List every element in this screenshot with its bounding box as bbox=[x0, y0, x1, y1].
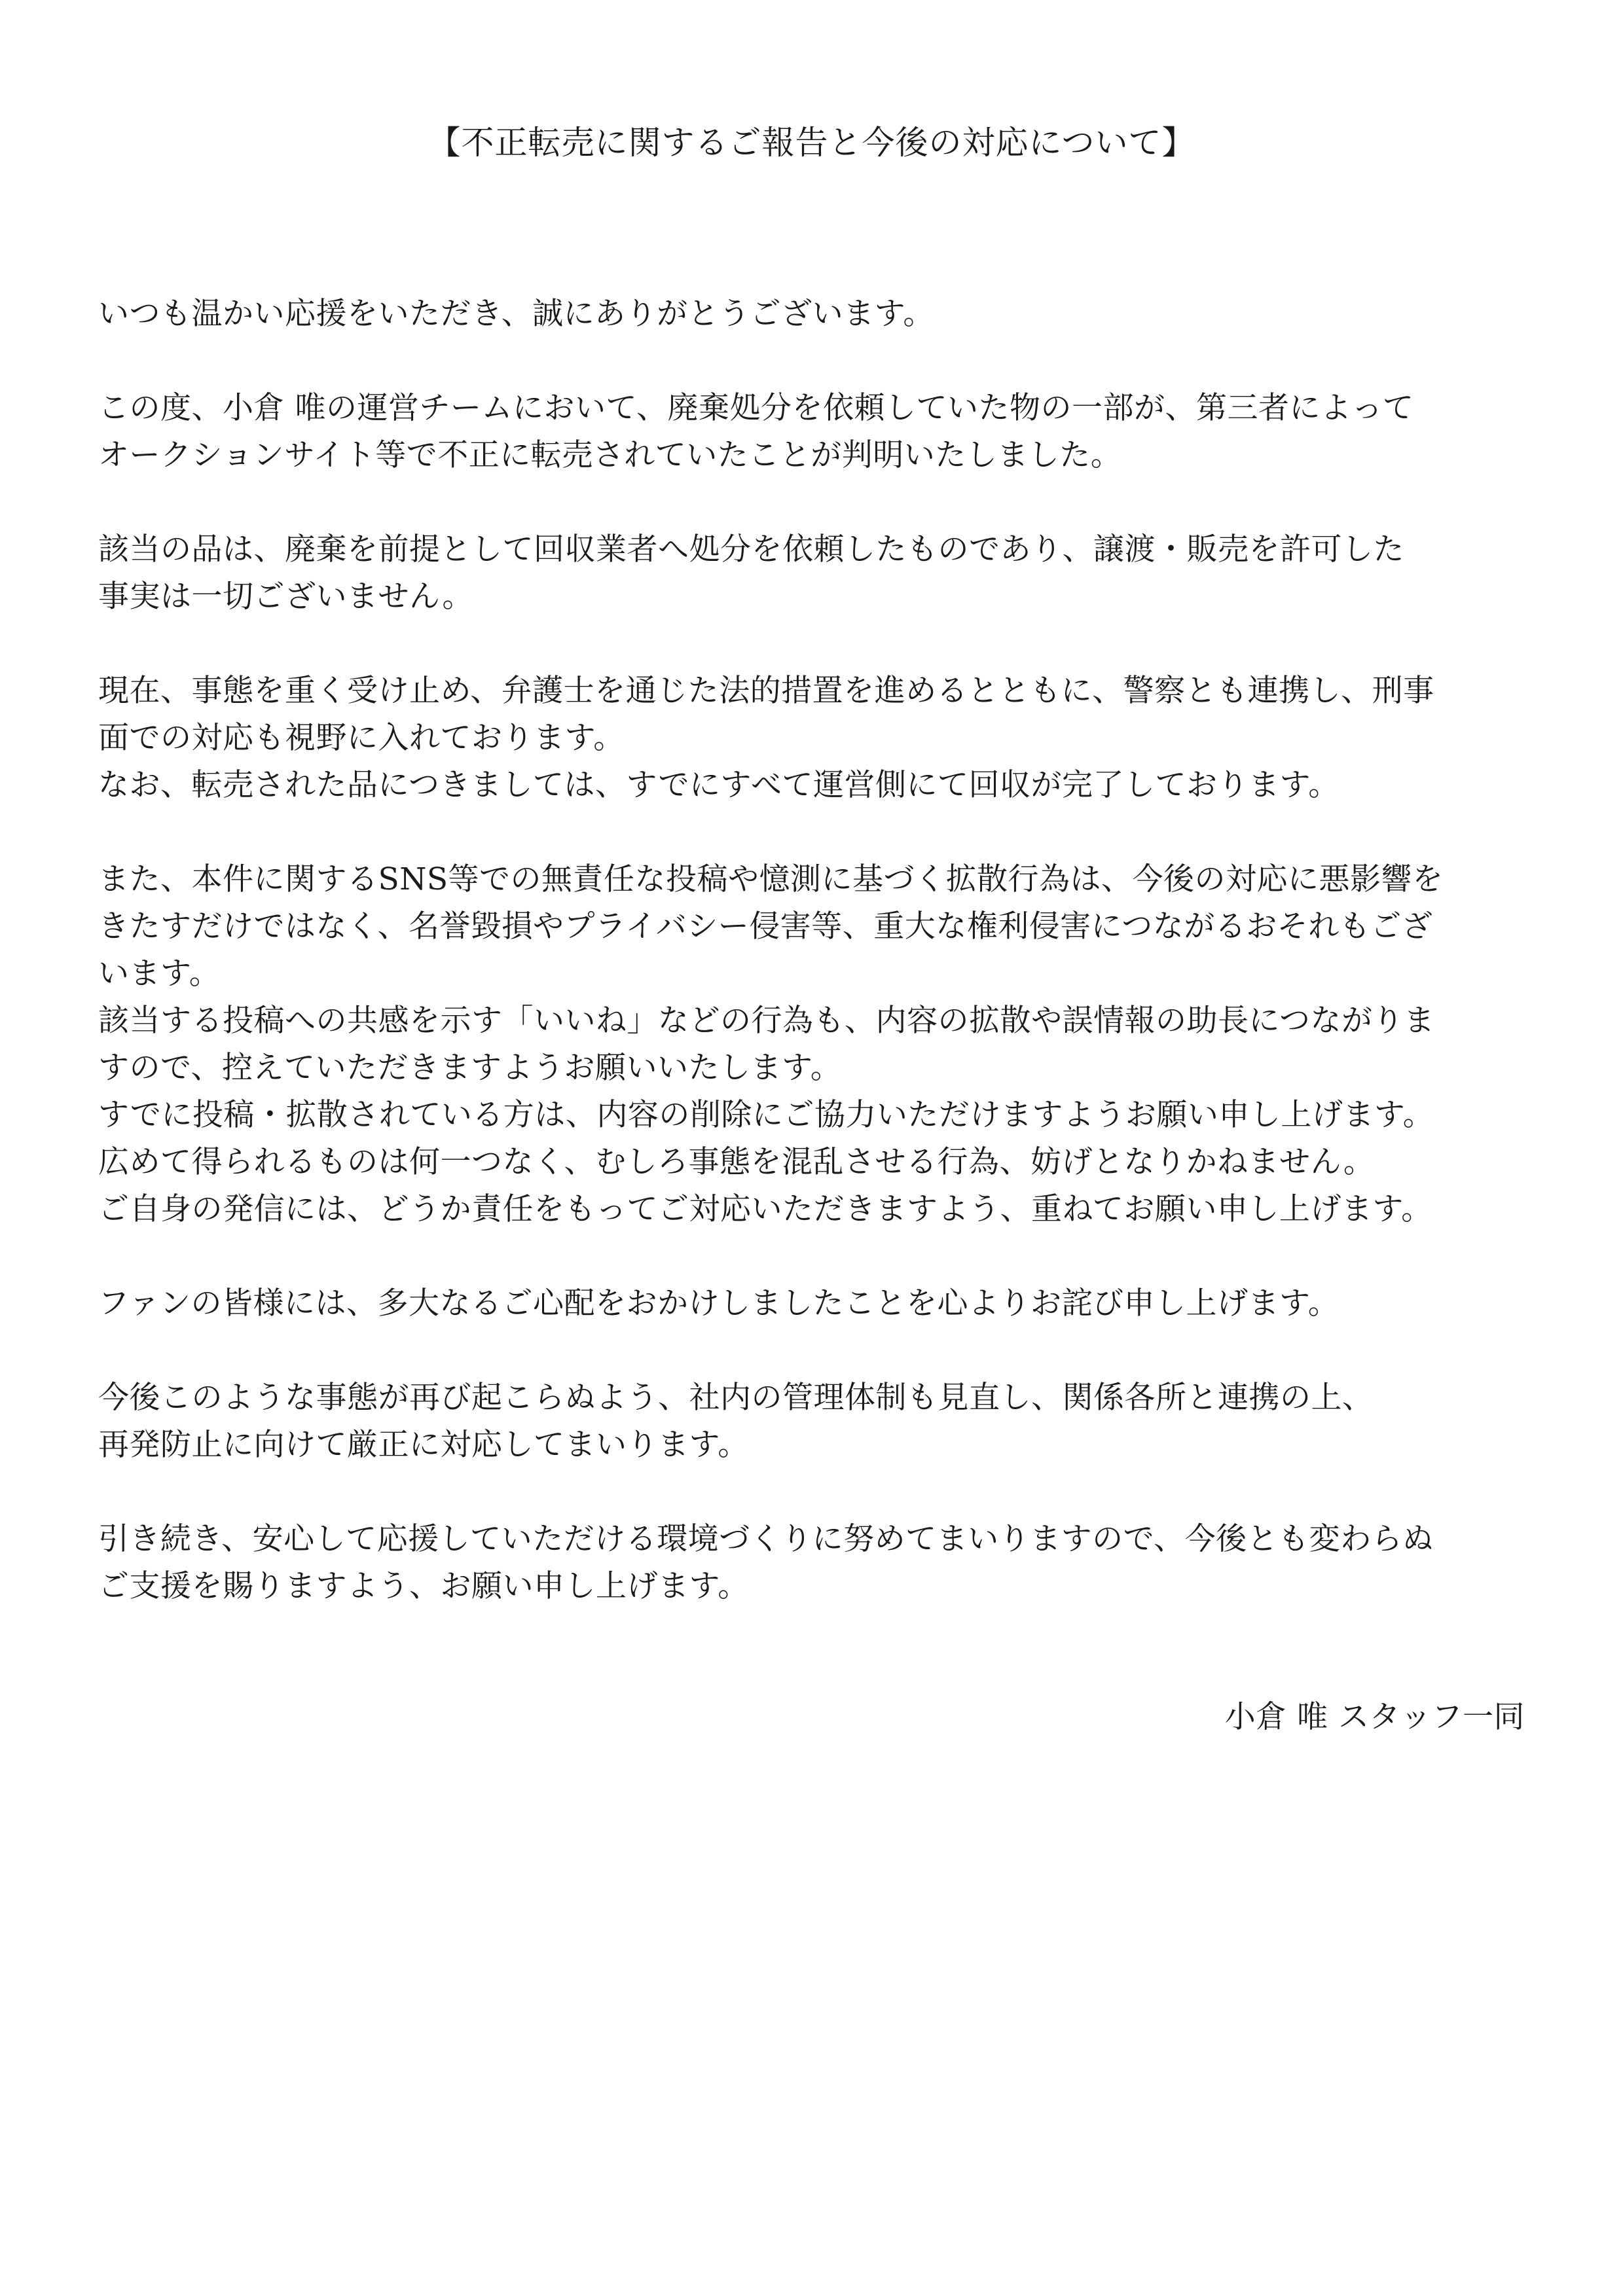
body-line: 面での対応も視野に入れております。 bbox=[98, 720, 625, 756]
body-line: 該当の品は、廃棄を前提として回収業者へ処分を依頼したものであり、譲渡・販売を許可した bbox=[98, 531, 1404, 567]
body-line: 再発防止に向けて厳正に対応してまいります。 bbox=[98, 1427, 749, 1463]
body-line: ファンの皆様には、多大なるご心配をおかけしましたことを心よりお詫び申し上げます。 bbox=[98, 1285, 1340, 1321]
body-line: すので、控えていただきますようお願いいたします。 bbox=[98, 1050, 842, 1086]
document-body bbox=[98, 291, 1552, 1610]
body-line: 事実は一切ございません。 bbox=[98, 579, 473, 615]
body-line: 今後このような事態が再び起こらぬよう、社内の管理体制も見直し、関係各所と連携の上、 bbox=[98, 1380, 1374, 1416]
paragraph-gap bbox=[98, 1469, 1552, 1516]
paragraph-gap bbox=[98, 1327, 1552, 1374]
body-line: ご自身の発信には、どうか責任をもってご対応いただきますよう、重ねてお願い申し上げます。 bbox=[98, 1191, 1432, 1227]
body-line: 該当する投稿への共感を示す「いいね」などの行為も、内容の拡散や誤情報の助長につながりま bbox=[98, 1003, 1435, 1039]
paragraph-gap bbox=[98, 620, 1552, 668]
paragraph-gap bbox=[98, 479, 1552, 526]
body-line: この度、小倉 唯の運営チームにおいて、廃棄処分を依頼していた物の一部が、第三者によって bbox=[98, 390, 1414, 426]
body-line: オークションサイト等で不正に転売されていたことが判明いたしました。 bbox=[98, 437, 1122, 473]
body-line: 広めて得られるものは何一つなく、むしろ事態を混乱させる行為、妨げとなりかねません。 bbox=[98, 1144, 1375, 1180]
signature: 小倉 唯 スタッフ一同 bbox=[1224, 1699, 1525, 1735]
paragraph-gap bbox=[98, 809, 1552, 856]
body-line: また、本件に関するSNS等での無責任な投稿や憶測に基づく拡散行為は、今後の対応に悪影響を bbox=[98, 861, 1444, 897]
paragraph-gap bbox=[98, 1233, 1552, 1280]
body-line: 引き続き、安心して応援していただける環境づくりに努めてまいりますので、今後とも変わらぬ bbox=[98, 1521, 1434, 1557]
body-line: きたすだけではなく、名誉毀損やプライバシー侵害等、重大な権利侵害につながるおそれもござ bbox=[98, 908, 1433, 944]
body-line: 現在、事態を重く受け止め、弁護士を通じた法的措置を進めるとともに、警察とも連携し、刑事 bbox=[98, 673, 1434, 709]
body-line: なお、転売された品につきましては、すでにすべて運営側にて回収が完了しております。 bbox=[98, 767, 1340, 803]
body-line: ご支援を賜りますよう、お願い申し上げます。 bbox=[98, 1568, 749, 1604]
body-line: すでに投稿・拡散されている方は、内容の削除にご協力いただけますようお願い申し上げます。 bbox=[98, 1097, 1434, 1133]
body-line: います。 bbox=[98, 956, 221, 992]
paragraph-gap bbox=[98, 338, 1552, 385]
body-line: いつも温かい応援をいただき、誠にありがとうございます。 bbox=[98, 296, 934, 332]
document-title: 【不正転売に関するご報告と今後の対応について】 bbox=[428, 124, 1195, 162]
